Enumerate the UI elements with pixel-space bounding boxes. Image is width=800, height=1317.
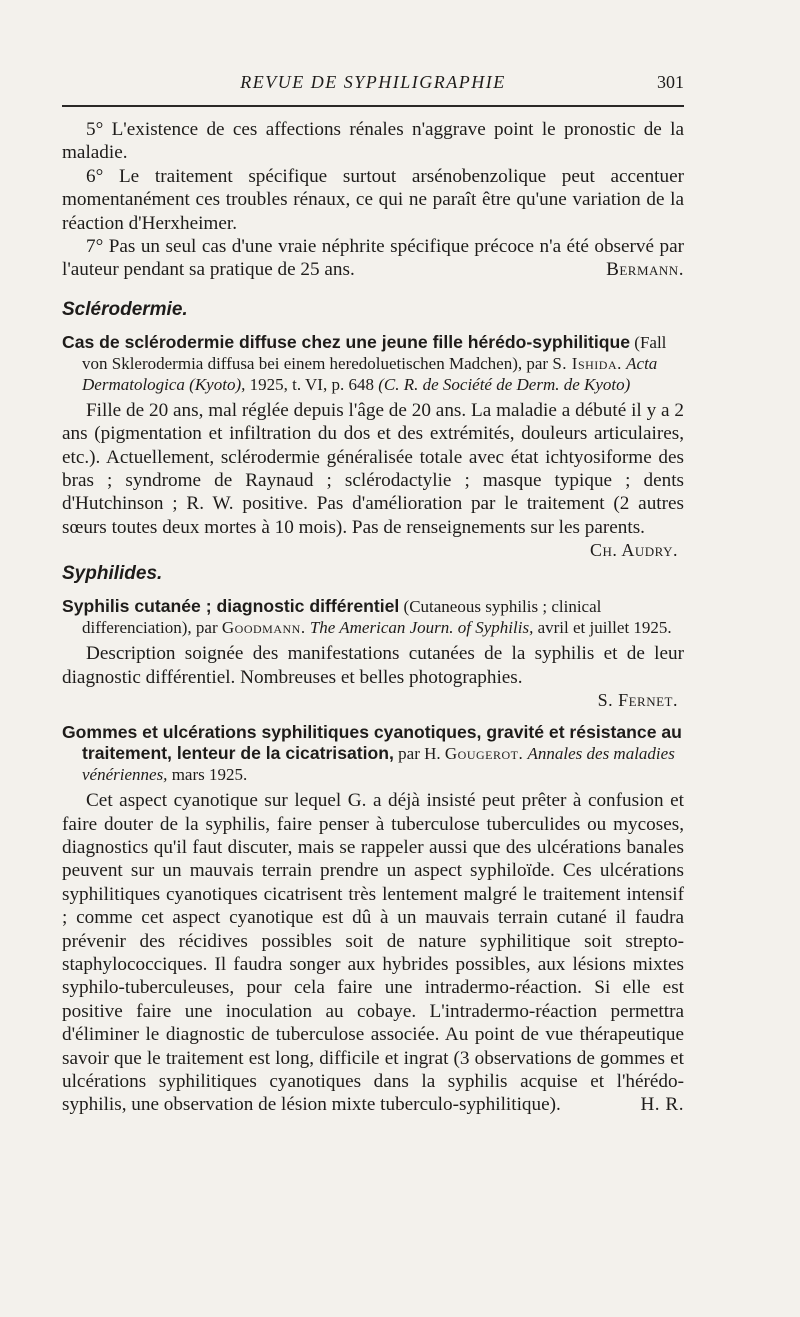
article-author: Goodmann. [221,618,306,638]
article-journal: Annales des maladies vénériennes, [82,744,675,785]
article-date: mars 1925. [171,765,248,785]
article-body-text: Cet aspect cyanotique sur lequel G. a déjà insisté peut prêter à confusion et faire douter de la syphilis, faire penser à tuberculose tuberculides ou mycoses, diagnostics qu'il faut discuter, mais se rappeler aussi que des ulcérations banales peuvent sur un mauvais terrain prendre un aspect syphiloïde. Ces ulcérations syphilitiques cyanotiques cicatrisent très lentement malgré le traitement intensif ; comme cet aspect cyanotique est dû à un mauvais terrain cutané il faudra prévenir des récidives possibles soit de nature syphilitique soit strepto-staphylococciques. Il faudra songer aux hybrides possibles, aux lésions mixtes syphilo-tuberculeuses, pour cela faire une intradermo-réaction. Si elle est positive faire une inoculation au cobaye. L'intradermo-réaction permettra d'éliminer le diagnostic de tuberculose associée. Au point de vue thérapeutique savoir que le traitement est long, difficile et ingrat (3 observations de gommes et ulcérations syphilitiques cyanotiques dans la syphilis acquise et l'hérédo-syphilis, une observation de lésion mixte tuberculo-syphilitique). [62,790,684,1116]
article-volume: 1925, t. VI, p. 648 [249,374,374,394]
signature-hr: H. R. [640,1094,684,1116]
article-title: Cas de sclérodermie diffuse chez une jeune fille hérédo-syphilitique [62,331,631,352]
article-journal: Acta Dermatologica (Kyoto), [82,353,658,394]
article-journal: The American Journ. of Syphilis, [309,618,534,638]
article-title: Syphilis cutanée ; diagnostic différentiel [62,596,400,617]
section-title-sclerodermie: Sclérodermie. [62,298,188,320]
signature-fernet: S. Fernet. [597,690,678,711]
article-title: Gommes et ulcérations syphilitiques cyanotiques, gravité et résistance au traitement, lenteur de la cicatrisation, [62,722,682,764]
body-text [62,118,684,1117]
point-5: 5° L'existence de ces affections rénales n'aggrave point le pronostic de la maladie. [62,119,684,164]
article-reference: (Fall von Sklerodermia diffusa bei einem heredoluetischen Madchen), par [82,332,667,373]
article-author: S. Ishida. [552,353,622,373]
point-7-text: 7° Pas un seul cas d'une vraie néphrite spécifique précoce n'a été observé par l'auteur pendant sa pratique de 25 ans. [62,236,684,281]
page-number: 301 [657,72,684,92]
section-title-syphilides: Syphilides. [62,563,163,585]
signature-audry: Ch. Audry. [589,540,678,561]
header-rule [62,105,684,107]
running-head [62,72,684,96]
article-body [62,789,684,1117]
article-heading-syphilis-cutanee [62,596,684,638]
article-body: Fille de 20 ans, mal réglée depuis l'âge de 20 ans. La maladie a débuté il y a 2 ans (pigmentation et infiltration du dos et des extrémités, douleurs articulaires, etc.). Actuellement, sclérodermie généralisée totale avec état ichtyosiforme des bras ; syndrome de Raynaud ; sclérodactylie ; masque typique ; dents d'Hutchinson ; R. W. positive. Pas d'amélioration par le traitement (2 autres sœurs toutes deux mortes à 10 mois). Pas de renseignements sur les parents. [62,399,684,538]
article-reference: par H. [398,744,441,764]
running-title: REVUE DE SYPHILIGRAPHIE [240,72,506,92]
signature-bermann: Bermann. [606,259,684,281]
article-heading-gommes [62,722,684,785]
point-6: 6° Le traitement spécifique surtout arsénobenzolique peut accentuer momentanément ces troubles rénaux, ce qui ne paraît être qu'une variation de la réaction d'Herxheimer. [62,165,684,234]
article-body: Description soignée des manifestations cutanées de la syphilis et de leur diagnostic différentiel. Nombreuses et belles photographies. [62,643,684,688]
point-7 [62,235,684,282]
article-source-note: (C. R. de Société de Derm. de Kyoto) [378,374,631,394]
article-date: avril et juillet 1925. [537,618,672,638]
article-heading-sclerodermie [62,332,684,395]
article-reference: (Cutaneous syphilis ; clinical differenciation), par [82,597,602,638]
article-author: Gougerot. [444,744,524,764]
